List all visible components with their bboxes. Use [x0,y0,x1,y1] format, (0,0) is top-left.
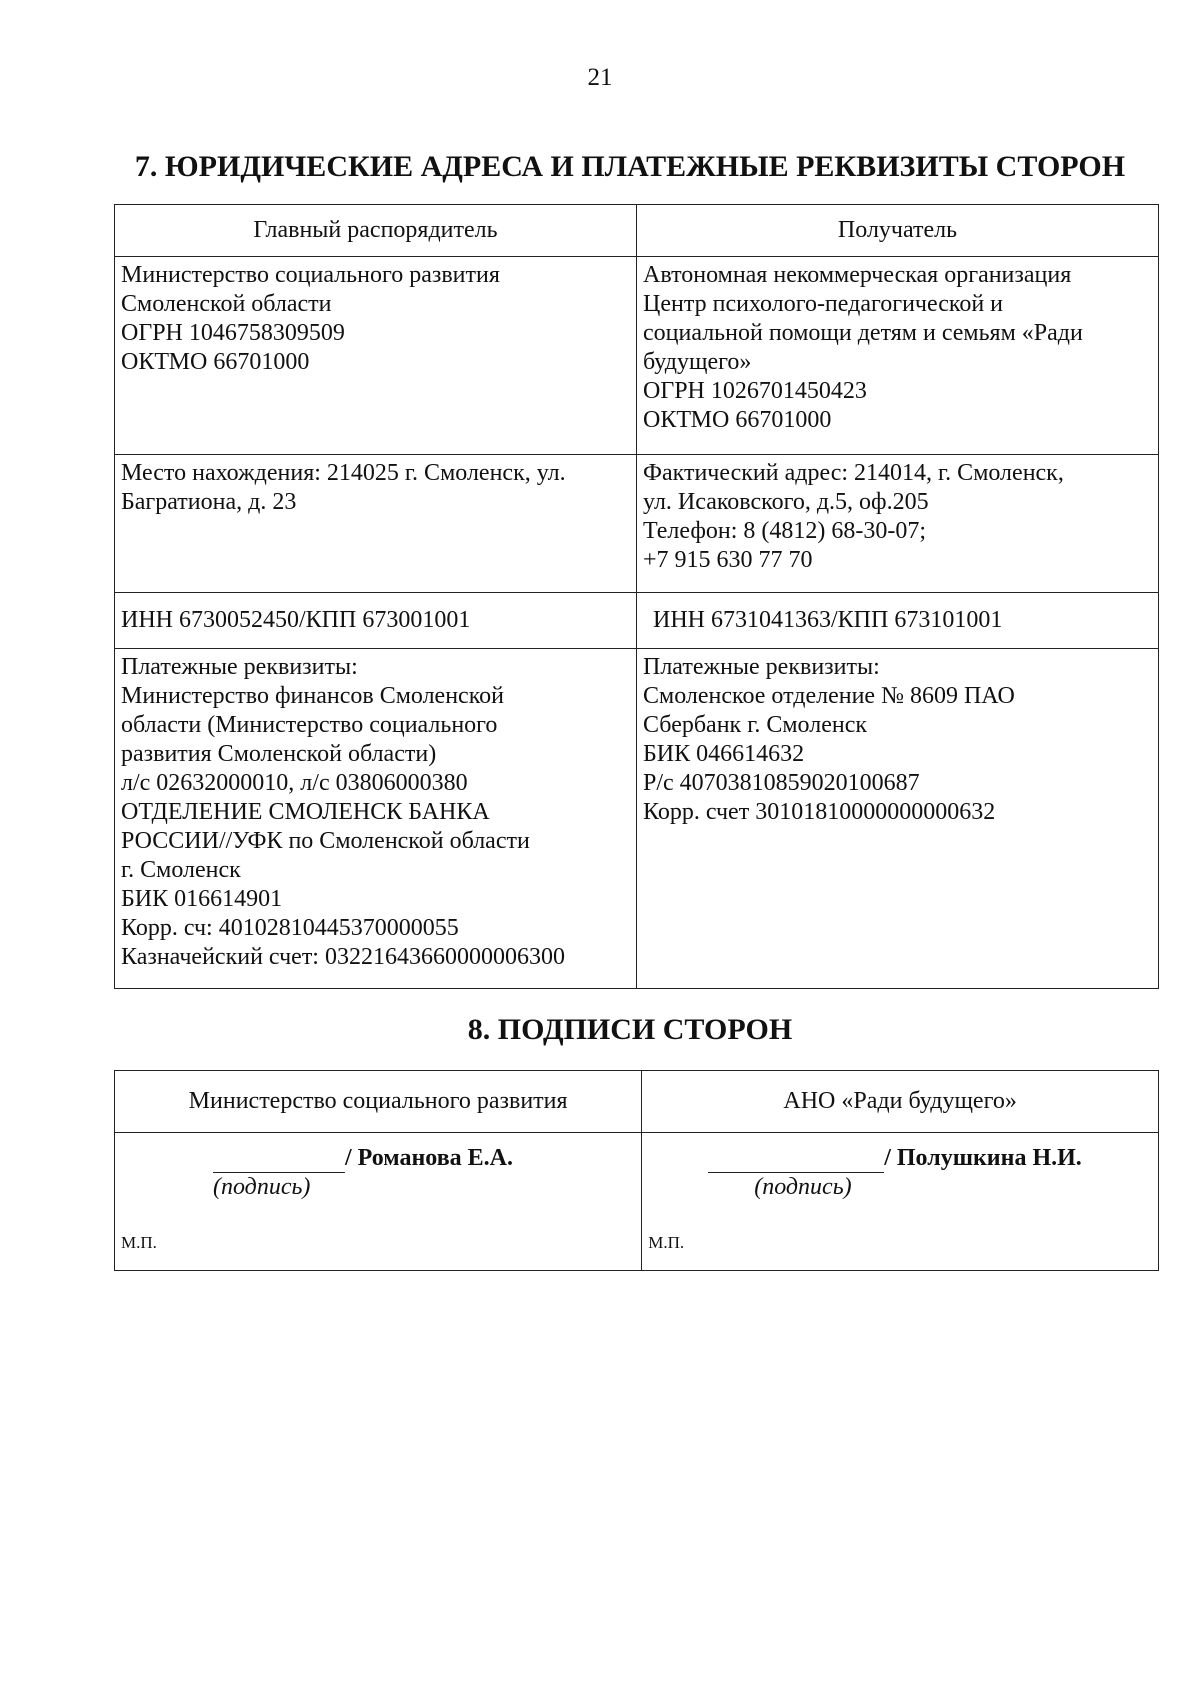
text-line: Казначейский счет: 03221643660000006300 [121,944,565,970]
right-address-lines [643,459,1152,575]
header-main-administrator: Главный распорядитель [115,205,637,257]
stamp-label: М.П. [648,1233,685,1252]
text-line: Автономная некоммерческая организация [643,262,1072,288]
left-payment-lines [121,653,630,972]
text-line: ОКТМО 66701000 [121,349,310,375]
text-line: Центр психолого-педагогической и [643,291,1004,317]
signatures-table [114,1070,1159,1271]
requisites-table [114,204,1159,989]
text-line: Р/с 40703810859020100687 [643,770,920,796]
section-7-title: 7. ЮРИДИЧЕСКИЕ АДРЕСА И ПЛАТЕЖНЫЕ РЕКВИЗИТЫ СТОРОН [134,150,1126,183]
page-number: 21 [587,64,613,91]
text-line: Корр. сч: 40102810445370000055 [121,915,459,941]
right-inn: ИНН 6731041363/КПП 673101001 [637,593,1159,649]
left-address-cell [115,455,637,593]
section-8-title: 8. ПОДПИСИ СТОРОН [467,1013,793,1046]
text-line: Смоленской области [121,291,332,317]
text-line: ул. Исаковского, д.5, оф.205 [643,489,929,515]
text-line: Корр. счет 30101810000000000632 [643,799,996,825]
right-signer-name: / Полушкина Н.И. [884,1145,1082,1171]
signature-label: (подпись) [754,1174,852,1200]
text-line: ОТДЕЛЕНИЕ СМОЛЕНСК БАНКА [121,799,490,825]
text-line: л/с 02632000010, л/с 03806000380 [121,770,468,796]
text-line: +7 915 630 77 70 [643,547,813,573]
left-signer-name: / Романова Е.А. [345,1145,513,1171]
left-inn: ИНН 6730052450/КПП 673001001 [115,593,637,649]
right-org-cell [637,257,1159,455]
right-address-cell [637,455,1159,593]
text-line: социальной помощи детям и семьям «Ради [643,320,1083,346]
left-payment-cell [115,649,637,989]
signature-header-ministry: Министерство социального развития [115,1071,642,1133]
right-payment-cell [637,649,1159,989]
text-line: области (Министерство социального [121,712,498,738]
left-org-lines [121,261,630,377]
left-address-lines [121,459,630,517]
text-line: Телефон: 8 (4812) 68-30-07; [643,518,927,544]
text-line: Место нахождения: 214025 г. Смоленск, ул. [121,460,566,486]
signature-line [708,1148,884,1173]
text-line: ОКТМО 66701000 [643,407,832,433]
text-line: Сбербанк г. Смоленск [643,712,868,738]
text-line: Платежные реквизиты: [643,654,880,680]
signature-label: (подпись) [213,1174,311,1200]
header-recipient: Получатель [637,205,1159,257]
text-line: ОГРН 1026701450423 [643,378,867,404]
right-payment-lines [643,653,1152,827]
text-line: Министерство финансов Смоленской [121,683,504,709]
stamp-label: М.П. [121,1233,157,1252]
text-line: Министерство социального развития [121,262,500,288]
text-line: Багратиона, д. 23 [121,489,297,515]
text-line: БИК 016614901 [121,886,283,912]
text-line: РОССИИ//УФК по Смоленской области [121,828,530,854]
text-line: Смоленское отделение № 8609 ПАО [643,683,1015,709]
text-line: развития Смоленской области) [121,741,437,767]
text-line: Платежные реквизиты: [121,654,358,680]
left-org-cell [115,257,637,455]
signature-line [213,1148,345,1173]
text-line: г. Смоленск [121,857,241,883]
text-line: БИК 046614632 [643,741,805,767]
text-line: Фактический адрес: 214014, г. Смоленск, [643,460,1064,486]
signature-header-ano: АНО «Ради будущего» [642,1071,1159,1133]
text-line: будущего» [643,349,752,375]
text-line: ОГРН 1046758309509 [121,320,345,346]
right-signature-cell [642,1133,1159,1271]
left-signature-cell [115,1133,642,1271]
right-org-lines [643,261,1152,435]
